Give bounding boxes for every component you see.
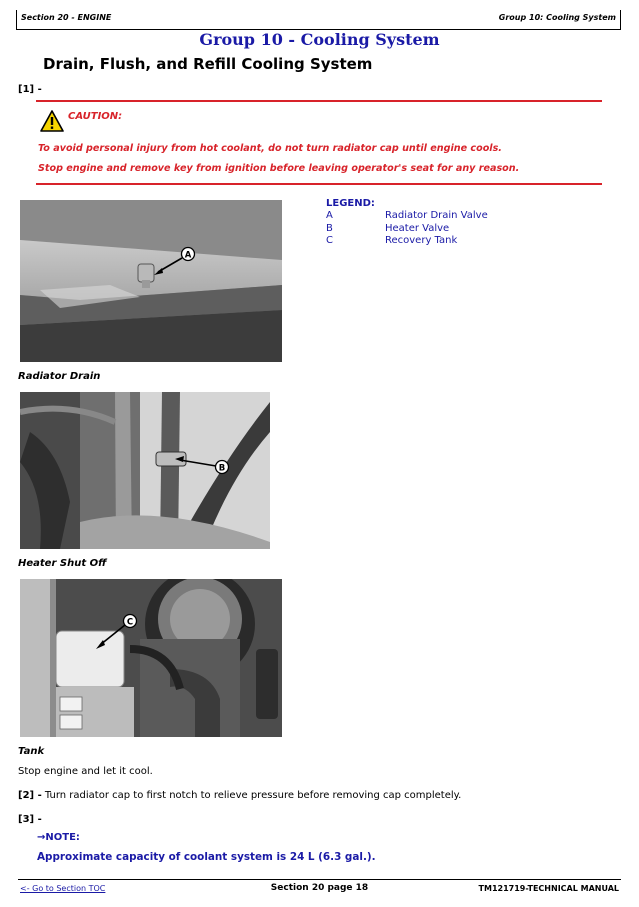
- callout-a-label: A: [184, 250, 192, 261]
- step-2-number: [2] -: [18, 790, 42, 801]
- step-1-number: [1] -: [18, 84, 42, 95]
- step-2: [18, 790, 461, 801]
- legend-label: Heater Valve: [385, 222, 450, 234]
- legend-title: LEGEND:: [326, 198, 375, 209]
- instruction-text: Stop engine and let it cool.: [18, 766, 153, 777]
- legend-row: [326, 223, 526, 236]
- note-text: Approximate capacity of coolant system is 24 L (6.3 gal.).: [37, 851, 376, 863]
- callout-c-pointer: [20, 579, 282, 737]
- header-section: Section 20 - ENGINE: [21, 13, 112, 22]
- callout-a-pointer: [20, 200, 282, 362]
- header-group: Group 10: Cooling System: [498, 13, 616, 22]
- legend: [326, 198, 526, 248]
- caution-line-2: Stop engine and remove key from ignition before leaving operator's seat for any reason.: [38, 163, 520, 174]
- step-3-number: [3] -: [18, 814, 42, 825]
- caption-heater-shut-off: Heater Shut Off: [18, 558, 107, 569]
- step-2-text: Turn radiator cap to first notch to relieve pressure before removing cap completely.: [44, 790, 462, 801]
- callout-b-pointer: [20, 392, 270, 549]
- section-toc-link[interactable]: <- Go to Section TOC: [20, 884, 106, 893]
- legend-row: [326, 235, 526, 248]
- caption-tank: Tank: [18, 746, 45, 757]
- radiator-drain-photo: [20, 200, 282, 362]
- legend-label: Recovery Tank: [385, 235, 458, 246]
- legend-row: [326, 210, 526, 223]
- warning-triangle-icon: [40, 110, 64, 132]
- callout-b-label: B: [218, 463, 226, 474]
- caution-title: CAUTION:: [68, 111, 123, 122]
- footer-page-number: Section 20 page 18: [270, 883, 369, 893]
- running-header: [16, 10, 621, 30]
- footer-divider: [18, 879, 621, 880]
- heater-shutoff-photo: [20, 392, 270, 549]
- legend-label: Radiator Drain Valve: [385, 210, 488, 221]
- footer-document-id: TM121719-TECHNICAL MANUAL: [478, 884, 619, 893]
- legend-key: A: [326, 210, 333, 221]
- caution-line-1: To avoid personal injury from hot coolant, do not turn radiator cap until engine cools.: [38, 143, 502, 154]
- caution-box: [36, 100, 602, 185]
- legend-key: B: [326, 222, 333, 234]
- legend-key: C: [326, 235, 333, 246]
- note-label: →NOTE:: [37, 832, 80, 843]
- recovery-tank-photo: [20, 579, 282, 737]
- page-title: Drain, Flush, and Refill Cooling System: [43, 55, 373, 73]
- callout-c-label: C: [126, 617, 134, 628]
- group-title: Group 10 - Cooling System: [199, 30, 440, 49]
- caption-radiator-drain: Radiator Drain: [18, 371, 101, 382]
